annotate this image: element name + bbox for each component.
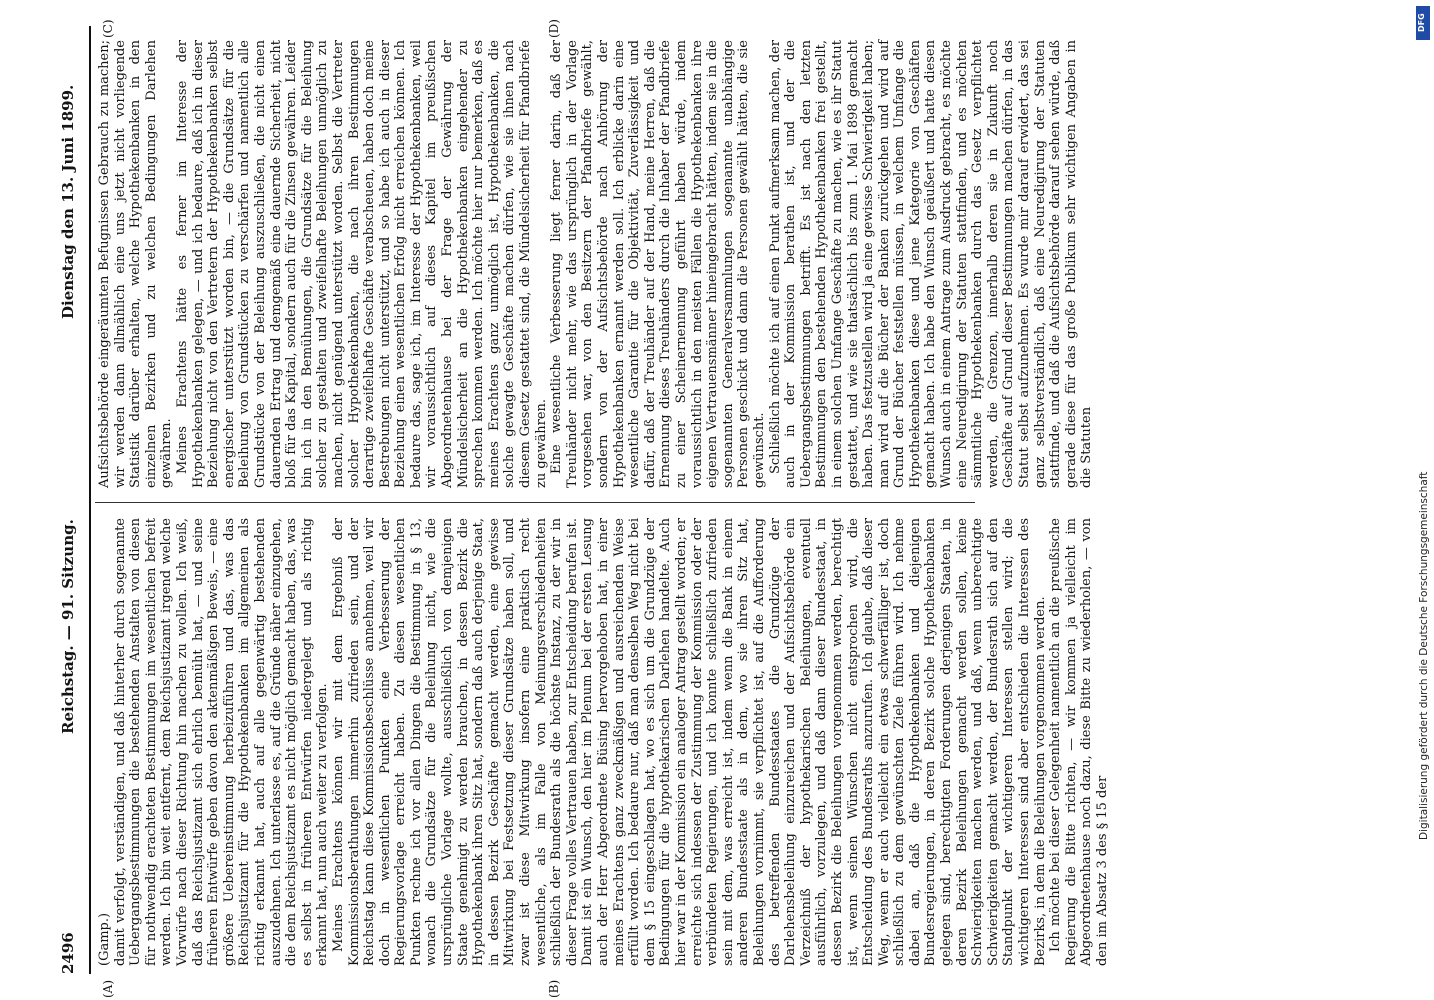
column-divider <box>95 502 975 503</box>
speaker-name: (Gamp.) <box>97 912 112 966</box>
page-number: 2496 <box>59 932 77 974</box>
left-column <box>97 518 1110 966</box>
paragraph: Meines Erachtens hätte es ferner im Interesse der Hypothekenbanken gelegen, — und ich bedaure, daß ich in dieser Beziehung nicht von den Vertretern der Hypothekenbanken selbst energischer unterstützt worden bin, — die Grundsätze für die Beleihung von Grundstücken zu verschärfen und namentlich alle Grundstücke von der Beleihung auszuschließen, die nicht einen dauernden Ertrag und demgemäß eine dauernde Sicherheit, nicht bloß für das Kapital, sondern auch für die Zinsen gewähren. Leider bin ich in den Bemühungen, die Grundsätze für die Beleihung solcher zu gestalten und zweifelhafte Beleihungen unmöglich zu machen, nicht genügend unterstützt worden. Selbst die Vertreter solcher Hypothekenbanken, die nach ihren Bestimmungen derartige zweifelhafte Geschäfte verabscheuen, haben doch meine Bestrebungen nicht unterstützt, und so habe ich auch in dieser Beziehung einen wesentlichen Erfolg nicht erreichen können. Ich bedaure das, sage ich, im Interesse der Hypothekenbanken, weil wir voraussichtlich auf dieses Kapitel im preußischen Abgeordnetenhause bei der Frage der Gewährung der Mündelsicherheit an die Hypothekenbanken eingehender zu sprechen kommen werden. Ich möchte hier nur bemerken, daß es meines Erachtens ganz unmöglich ist, Hypothekenbanken, die solche gewagte Geschäfte machen dürfen, wie sie ihnen nach diesem Gesetz gestattet sind, die Mündelsicherheit für Pfandbriefe zu gewähren. <box>174 40 549 488</box>
paragraph: damit verfolgt, verständigen, und daß hinterher durch sogenannte Uebergangsbestimmungen die bestehenden Anstalten von diesen für nothwendig erachteten Bestimmungen im wesentlichen befreit werden. Ich bin weit entfernt, dem Reichsjustizamt irgend welche Vorwürfe nach dieser Richtung hin machen zu wollen. Ich weiß, daß das Reichsjustizamt sich ehrlich bemüht hat, — und seine früheren Entwürfe geben davon den aktenmäßigen Beweis, — eine größere Uebereinstimmung herbeizuführen und das, was das Reichsjustizamt für die Hypothekenbanken im allgemeinen als richtig erkannt hat, auch auf alle gegenwärtig bestehenden auszudehnen. Ich unterlasse es, auf die Gründe näher einzugehen, die dem Reichsjustizamt es nicht möglich gemacht haben, das, was es selbst in früheren Entwürfen niedergelegt und als richtig erkannt hat, nun auch weiter zu verfolgen. <box>112 518 331 966</box>
paragraph: Schließlich möchte ich auf einen Punkt aufmerksam machen, der auch in der Kommission berathen ist, und der die Uebergangsbestimmungen betrifft. Es ist nach den letzten Bestimmungen den bestehenden Hypothekenbanken frei gestellt, in einem solchen Umfange Geschäfte zu machen, wie es ihr Statut gestattet, und wie sie thatsächlich bis zum 1. Mai 1898 gemacht haben. Das festzustellen wird ja eine gewisse Schwierigkeit haben; man wird auf die Bücher der Banken zurückgehen und wird auf Grund der Bücher feststellen müssen, in welchem Umfange die Hypothekenbanken diese und jene Kategorie von Geschäften gemacht haben. Ich habe den Wunsch geäußert und hatte diesen Wunsch auch in einem Antrage zum Ausdruck gebracht, es möchte eine Neuredigirung der Statuten stattfinden, und es möchten sämmtliche Hypothekenbanken durch das Gesetz verpflichtet werden, die Grenzen, innerhalb deren sie in Zukunft noch Geschäfte auf Grund dieser Bestimmungen machen dürfen, in das Statut selbst aufzunehmen. Es wurde mir darauf erwidert, das sei ganz selbstverständlich, daß eine Neuredigirung der Statuten stattfinde, und daß die Aufsichtsbehörde darauf sehen würde, daß gerade diese für das große Publikum sehr wichtigen Angaben in die Statuten <box>767 40 1095 488</box>
funding-credit: Digitalisierung gefördert durch die Deutsche Forschungsgemeinschaft <box>1418 471 1430 840</box>
margin-mark-c: (C) <box>101 19 115 38</box>
paragraph: Eine wesentliche Verbesserung liegt ferner darin, daß der Treuhänder nicht mehr, wie das ursprünglich in der Vorlage vorgesehen war, von den Besitzern der Pfandbriefe gewählt, sondern von der Aufsichtsbehörde nach Anhörung der Hypothekenbanken ernannt werden soll. Ich erblicke darin eine wesentliche Garantie für die Objektivität, Zuverlässigkeit und dafür, daß der Treuhänder auf der Hand, meine Herren, daß die Ernennung dieses Treuhänders durch die Inhaber der Pfandbriefe zu einer Scheinernennung geführt haben würde, indem voraussichtlich in den meisten Fällen die Hypothekenbanken ihre eigenen Vertrauensmänner hineingebracht hätten, indem sie in die sogenannten Generalversammlungen sogenannte unabhängige Personen geschickt und dann die Personen gewählt hätten, die sie gewünscht. <box>549 40 767 488</box>
margin-mark-d: (D) <box>547 19 561 38</box>
right-column <box>97 40 1095 488</box>
running-header <box>55 26 87 974</box>
margin-mark-a: (A) <box>101 979 115 998</box>
scanned-page <box>37 19 1397 998</box>
header-rule <box>89 26 91 974</box>
margin-mark-b: (B) <box>547 979 561 998</box>
header-session: Reichstag. — 91. Sitzung. <box>59 519 77 734</box>
paragraph: Meines Erachtens können wir mit dem Ergebniß der Kommissionsberathungen immerhin zufrieden sein, und der Reichstag kann diese Kommissionsbeschlüsse annehmen, weil wir doch in wesentlichen Punkten eine Verbesserung der Regierungsvorlage erreicht haben. Zu diesen wesentlichen Punkten rechne ich vor allen Dingen die Bestimmung in § 13, wonach die Grundsätze für die Beleihung nicht, wie die ursprüngliche Vorlage wollte, ausschließlich von demjenigen Staate genehmigt zu werden brauchen, in dessen Bezirk die Hypothekenbank ihren Sitz hat, sondern daß auch derjenige Staat, in dessen Bezirk Geschäfte gemacht werden, eine gewisse Mitwirkung bei Festsetzung dieser Grundsätze haben soll, und zwar ist diese Mitwirkung insofern eine praktisch recht wesentliche, als im Falle von Meinungsverschiedenheiten schließlich der Bundesrath als die höchste Instanz, zu der wir in dieser Frage volles Vertrauen haben, zur Entscheidung berufen ist. Damit ist ein Wunsch, den hier im Plenum bei der ersten Lesung auch der Herr Abgeordnete Büsing hervorgehoben hat, in einer meines Erachtens ganz zweckmäßigen und ausreichenden Weise erfüllt worden. Ich bedaure nur, daß man denselben Weg nicht bei dem § 15 eingeschlagen hat, wo es sich um die Grundzüge der Bedingungen für die hypothekarischen Darlehen handelte. Auch hier war in der Kommission ein analoger Antrag gestellt worden; er erreichte sich indessen der Zustimmung der Kommission oder der verbündeten Regierungen, und ich konnte schließlich zufrieden sein mit dem, was erreicht ist, indem wenn die Bank in einem anderen Bundesstaate als in dem, wo sie ihren Sitz hat, Beleihungen vornimmt, sie verpflichtet ist, auf die Aufforderung des betreffenden Bundesstaates die Grundzüge der Darlehensbeleihung einzureichen und der Aufsichtsbehörde ein Verzeichniß der hypothekarischen Beleihungen, eventuell ausführlich, vorzulegen, und daß dann dieser Bundesstaat, in dessen Bezirk die Beleihungen vorgenommen werden, berechtigt ist, wenn seinen Wünschen nicht entsprochen wird, die Entscheidung des Bundesraths anzurufen. Ich glaube, daß dieser Weg, wenn er auch vielleicht ein etwas schwerfälliger ist, doch schließlich zu dem gewünschten Ziele führen wird. Ich nehme dabei an, daß die Hypothekenbanken und diejenigen Bundesregierungen, in deren Bezirk solche Hypothekenbanken gelegen sind, berechtigten Forderungen derjenigen Staaten, in deren Bezirk Beleihungen gemacht werden sollen, keine Schwierigkeiten machen werden, und daß, wenn unberechtigte Schwierigkeiten gemacht werden, der Bundesrath sich auf den Standpunkt der wichtigeren Interessen stellen wird; die wichtigeren Interessen sind aber entschieden die Interessen des Bezirks, in dem die Beleihungen vorgenommen werden. <box>330 518 1048 966</box>
paragraph: Ich möchte bei dieser Gelegenheit namentlich an die preußische Regierung die Bitte richten, — wir kommen ja vielleicht im Abgeordnetenhause noch dazu, diese Bitte zu wiederholen, — von den im Absatz 3 des § 15 der <box>1048 518 1110 966</box>
dfg-logo: DFG <box>1416 6 1430 40</box>
header-date: Dienstag den 13. Juni 1899. <box>59 84 77 319</box>
paragraph: Aufsichtsbehörde eingeräumten Befugnissen Gebrauch zu machen; wir werden dann allmählich eine uns jetzt nicht vorliegende Statistik darüber erhalten, welche Hypothekenbanken in den einzelnen Bezirken und zu welchen Bedingungen Darlehen gewähren. <box>97 40 175 488</box>
